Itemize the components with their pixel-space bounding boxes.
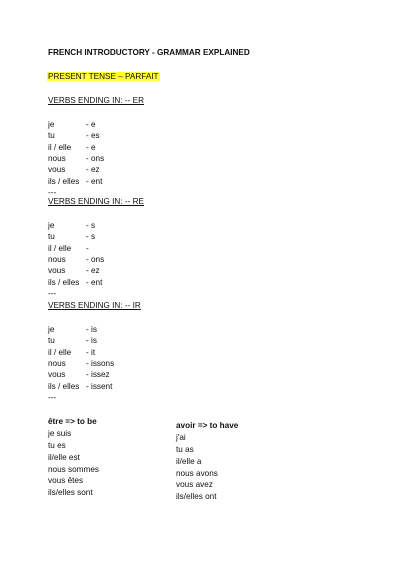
ending: - es bbox=[86, 131, 100, 141]
pronoun: tu bbox=[48, 232, 55, 242]
ending: - is bbox=[86, 325, 97, 334]
pronoun: tu bbox=[48, 336, 55, 346]
pronoun: ils / elles bbox=[48, 176, 80, 186]
pronoun: il / elle bbox=[48, 347, 72, 357]
pronoun: nous bbox=[48, 254, 66, 264]
document-title: FRENCH INTRODUCTORY - GRAMMAR EXPLAINED bbox=[48, 48, 250, 57]
ending: - bbox=[86, 243, 89, 253]
ending: - issent bbox=[86, 381, 113, 391]
avoir-line: j'ai bbox=[176, 432, 186, 442]
pronoun: vous bbox=[48, 266, 66, 276]
ending: - ent bbox=[86, 176, 103, 186]
group-heading-re: VERBS ENDING IN: -- RE bbox=[48, 197, 144, 206]
ending: - issez bbox=[86, 370, 110, 380]
ending: - ons bbox=[86, 153, 105, 163]
group-heading-er: VERBS ENDING IN: -- ER bbox=[48, 96, 144, 105]
pronoun: je bbox=[48, 325, 55, 334]
avoir-line: il/elle a bbox=[176, 456, 202, 466]
separator: --- bbox=[48, 288, 57, 298]
avoir-block bbox=[176, 420, 238, 503]
ending: - s bbox=[86, 232, 96, 242]
pronoun: vous bbox=[48, 370, 66, 380]
etre-block bbox=[48, 416, 99, 499]
pronoun: ils / elles bbox=[48, 277, 80, 287]
pronoun: je bbox=[48, 221, 55, 230]
section-label-text: PRESENT TENSE – PARFAIT bbox=[48, 72, 159, 81]
ending: - e bbox=[86, 120, 96, 129]
avoir-line: tu as bbox=[176, 444, 194, 454]
pronoun: tu bbox=[48, 131, 55, 141]
ending: - ez bbox=[86, 266, 100, 276]
separator: --- bbox=[48, 187, 57, 197]
etre-line: vous êtes bbox=[48, 476, 84, 486]
avoir-line: nous avons bbox=[176, 468, 218, 478]
pronoun: ils / elles bbox=[48, 381, 80, 391]
etre-heading: être => to be bbox=[48, 417, 97, 426]
etre-line: il/elle est bbox=[48, 452, 80, 462]
avoir-heading: avoir => to have bbox=[176, 421, 239, 430]
etre-line: ils/elles sont bbox=[48, 488, 93, 498]
pronoun: nous bbox=[48, 153, 66, 163]
ending: - ez bbox=[86, 165, 100, 175]
pronoun: vous bbox=[48, 165, 66, 175]
ending: - is bbox=[86, 336, 97, 346]
pronoun: je bbox=[48, 120, 55, 129]
pronoun: il / elle bbox=[48, 243, 72, 253]
pronoun: nous bbox=[48, 358, 66, 368]
etre-line: nous sommes bbox=[48, 464, 99, 474]
pronoun: il / elle bbox=[48, 142, 72, 152]
group-heading-ir: VERBS ENDING IN: -- IR bbox=[48, 301, 141, 310]
ending: - s bbox=[86, 221, 96, 230]
separator: --- bbox=[48, 392, 57, 402]
ending: - e bbox=[86, 142, 96, 152]
ending: - ent bbox=[86, 277, 103, 287]
ending: - ons bbox=[86, 254, 105, 264]
avoir-line: vous avez bbox=[176, 480, 213, 490]
ending: - issons bbox=[86, 358, 115, 368]
etre-line: je suis bbox=[48, 428, 72, 438]
etre-line: tu es bbox=[48, 440, 66, 450]
ending: - it bbox=[86, 347, 96, 357]
section-label bbox=[47, 72, 160, 82]
avoir-line: ils/elles ont bbox=[176, 492, 217, 502]
